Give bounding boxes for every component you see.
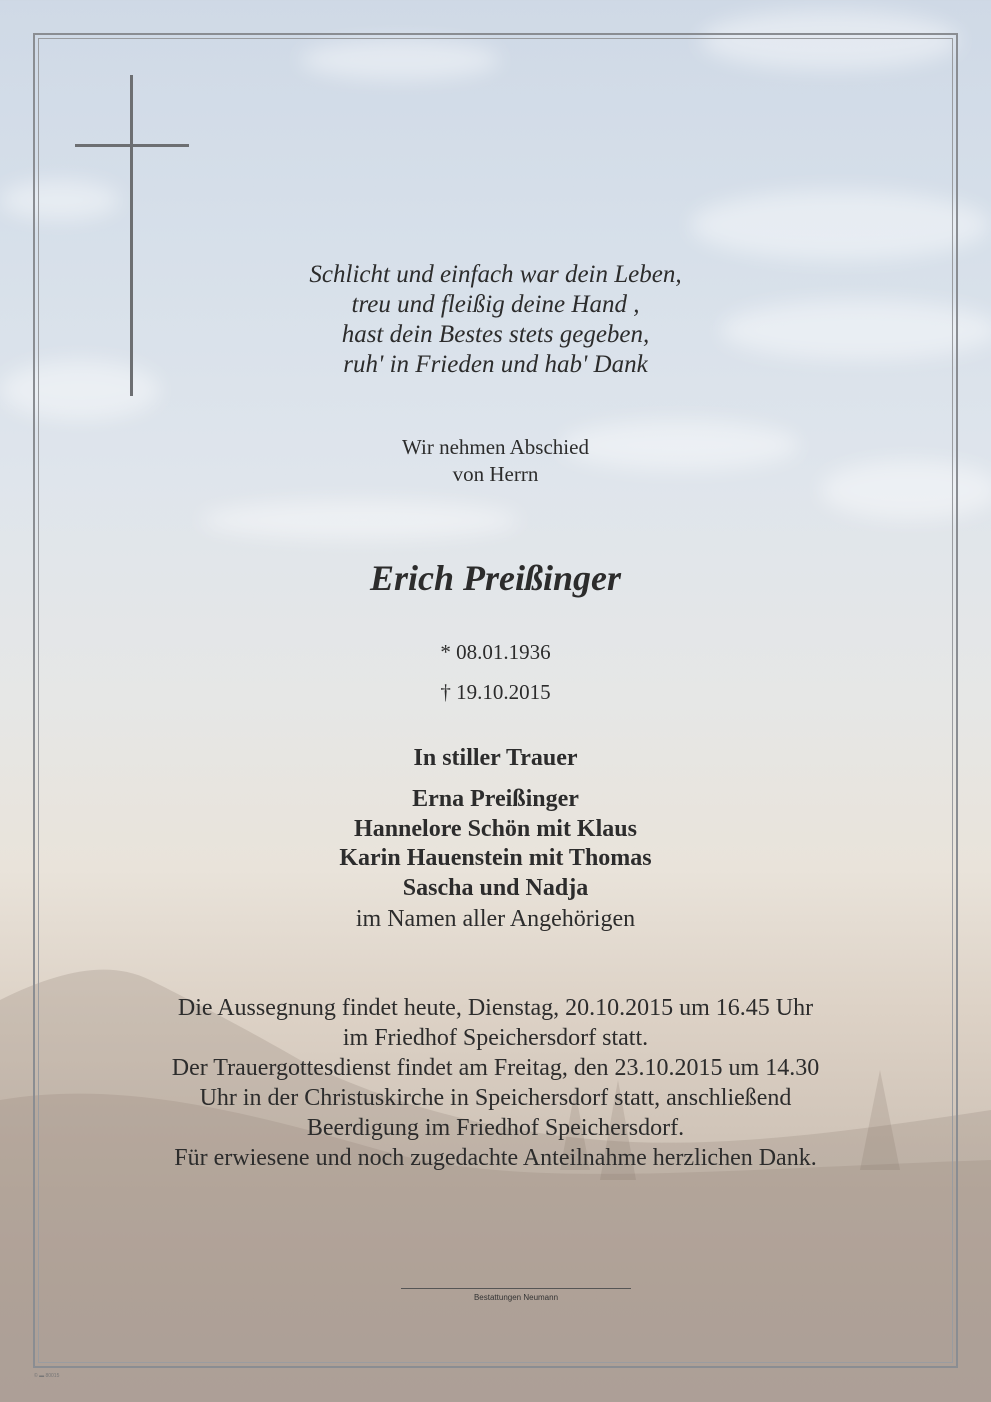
poem-line: treu und fleißig deine Hand , <box>351 291 640 318</box>
farewell-text <box>0 434 991 488</box>
birth-date: * 08.01.1936 <box>440 640 551 664</box>
mourning-title: In stiller Trauer <box>413 745 578 771</box>
service-line: Die Aussegnung findet heute, Dienstag, 20.10.2015 um 16.45 Uhr <box>177 995 814 1021</box>
mourner-name: Sascha und Nadja <box>402 874 589 901</box>
poem-line: hast dein Bestes stets gegeben, <box>341 321 650 348</box>
service-line: Der Trauergottesdienst findet am Freitag, den 23.10.2015 um 14.30 <box>171 1055 820 1081</box>
service-line: Für erwiesene und noch zugedachte Anteilnahme herzlichen Dank. <box>174 1145 817 1171</box>
poem-line: ruh' in Frieden und hab' Dank <box>343 351 648 378</box>
farewell-line: Wir nehmen Abschied <box>402 435 589 459</box>
mourner-name: Karin Hauenstein mit Thomas <box>339 845 652 871</box>
service-line: im Friedhof Speichersdorf statt. <box>342 1025 649 1051</box>
life-dates <box>0 632 991 712</box>
mourner-name: Hannelore Schön mit Klaus <box>354 815 637 842</box>
service-line: Uhr in der Christuskirche in Speichersdorf statt, anschließend <box>199 1085 792 1111</box>
death-date: † 19.10.2015 <box>440 680 551 704</box>
mourners-list <box>0 785 991 903</box>
poem-line: Schlicht und einfach war dein Leben, <box>309 261 682 288</box>
deceased-name: Erich Preißinger <box>369 558 621 598</box>
poem <box>0 260 991 380</box>
service-line: Beerdigung im Friedhof Speichersdorf. <box>306 1115 685 1141</box>
mourner-name: Erna Preißinger <box>412 786 579 812</box>
mourners-note: im Namen aller Angehörigen <box>355 906 636 932</box>
service-info <box>0 993 991 1173</box>
signature-line <box>401 1288 631 1289</box>
footer-mark: © ▬ 80015 <box>34 1373 60 1379</box>
funeral-home-name: Bestattungen Neumann <box>473 1293 559 1302</box>
farewell-line: von Herrn <box>452 462 539 486</box>
